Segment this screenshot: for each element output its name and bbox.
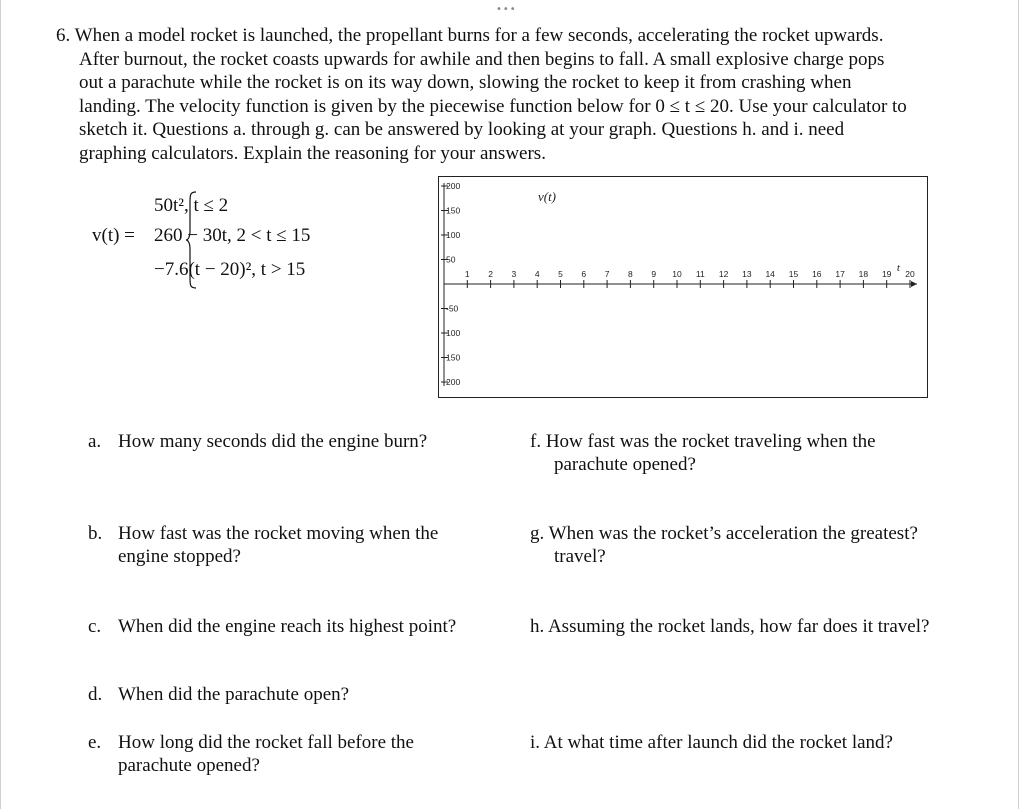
x-tick-label: 17 bbox=[835, 269, 845, 279]
x-tick-label: 5 bbox=[558, 269, 563, 279]
x-tick-label: 15 bbox=[788, 269, 799, 279]
x-tick-label: 10 bbox=[672, 269, 682, 279]
velocity-chart bbox=[439, 177, 927, 397]
question-a bbox=[88, 430, 508, 453]
y-tick-label: -50 bbox=[446, 303, 459, 314]
question-d bbox=[88, 683, 508, 706]
problem-line: sketch it. Questions a. through g. can be answered by looking at your graph. Questions h. and i. need bbox=[79, 119, 845, 140]
more-options-icon[interactable]: ••• bbox=[496, 4, 517, 15]
x-tick-label: 13 bbox=[742, 269, 752, 279]
question-g bbox=[530, 522, 970, 568]
question-text: h. Assuming the rocket lands, how far does it travel? bbox=[530, 616, 930, 637]
problem-statement bbox=[56, 24, 966, 165]
question-h bbox=[530, 615, 970, 638]
question-i bbox=[530, 731, 970, 754]
question-text: How long did the rocket fall before the parachute opened? bbox=[118, 732, 414, 776]
y-tick-label: 200 bbox=[446, 377, 461, 387]
x-tick-label: 3 bbox=[511, 269, 517, 279]
question-f bbox=[530, 430, 910, 476]
question-text: g. When was the rocket’s acceleration the greatest? travel? bbox=[530, 523, 918, 567]
function-case: −7.6(t − 20)², t > 15 bbox=[154, 259, 306, 280]
question-letter: b. bbox=[88, 523, 103, 544]
x-tick-label: 18 bbox=[858, 269, 869, 279]
function-case: 50t², t ≤ 2 bbox=[154, 195, 229, 216]
function-case: 260 − 30t, 2 < t ≤ 15 bbox=[154, 225, 311, 246]
piecewise-function bbox=[92, 185, 422, 295]
page-border-left bbox=[0, 0, 1, 809]
function-lhs: v(t) = bbox=[92, 225, 135, 246]
x-tick-label: 16 bbox=[812, 269, 822, 279]
y-tick-label: 50 bbox=[446, 254, 456, 265]
x-axis-arrow-icon bbox=[911, 281, 917, 287]
question-letter: d. bbox=[88, 684, 103, 705]
problem-line: graphing calculators. Explain the reasoning for your answers. bbox=[79, 142, 546, 164]
question-e bbox=[88, 731, 458, 777]
x-tick-label: 19 bbox=[881, 269, 892, 279]
page-border-right bbox=[1018, 0, 1019, 809]
x-tick-label: 14 bbox=[765, 269, 775, 279]
question-b bbox=[88, 522, 458, 568]
problem-line: out a parachute while the rocket is on its way down, slowing the rocket to keep it from crashing when bbox=[79, 72, 852, 93]
x-tick-label: 8 bbox=[628, 269, 633, 279]
y-tick-label: 150 bbox=[446, 205, 461, 216]
x-tick-label: 9 bbox=[651, 269, 657, 279]
question-text: f. How fast was the rocket traveling when the parachute opened? bbox=[530, 431, 876, 475]
x-tick-label: 4 bbox=[534, 269, 540, 279]
y-tick-label: 150 bbox=[446, 352, 461, 363]
x-tick-label: 11 bbox=[695, 269, 705, 279]
problem-line: After burnout, the rocket coasts upwards for awhile and then begins to fall. A small explosive charge pops bbox=[79, 48, 885, 70]
chart-title: v(t) bbox=[537, 189, 557, 204]
velocity-graph bbox=[438, 176, 928, 398]
problem-line: When a model rocket is launched, the propellant burns for a few seconds, accelerating the rocket upwards. bbox=[74, 25, 884, 46]
x-tick-label: 7 bbox=[604, 269, 610, 279]
x-tick-label: 2 bbox=[488, 269, 493, 279]
x-tick-label: 12 bbox=[718, 269, 729, 279]
y-tick-label: 100 bbox=[446, 328, 461, 338]
question-letter: c. bbox=[88, 616, 102, 637]
x-tick-label: 6 bbox=[581, 269, 587, 279]
question-text: i. At what time after launch did the rocket land? bbox=[530, 732, 893, 753]
x-tick-label: 1 bbox=[464, 269, 470, 279]
question-letter: a. bbox=[88, 431, 102, 452]
question-text: How fast was the rocket moving when the engine stopped? bbox=[118, 523, 439, 567]
question-letter: e. bbox=[88, 732, 102, 753]
question-text: How many seconds did the engine burn? bbox=[118, 431, 428, 452]
y-tick-label: 200 bbox=[446, 181, 461, 191]
y-tick-label: 100 bbox=[446, 230, 461, 240]
x-tick-label: 20 bbox=[905, 269, 915, 279]
question-c bbox=[88, 615, 508, 638]
problem-line: landing. The velocity function is given by the piecewise function below for 0 ≤ t ≤ 20. Use your calculator to bbox=[79, 95, 907, 117]
question-text: When did the engine reach its highest point? bbox=[118, 616, 457, 637]
question-text: When did the parachute open? bbox=[118, 684, 350, 705]
x-axis-label: t bbox=[896, 262, 900, 274]
problem-number: 6. bbox=[56, 25, 71, 46]
